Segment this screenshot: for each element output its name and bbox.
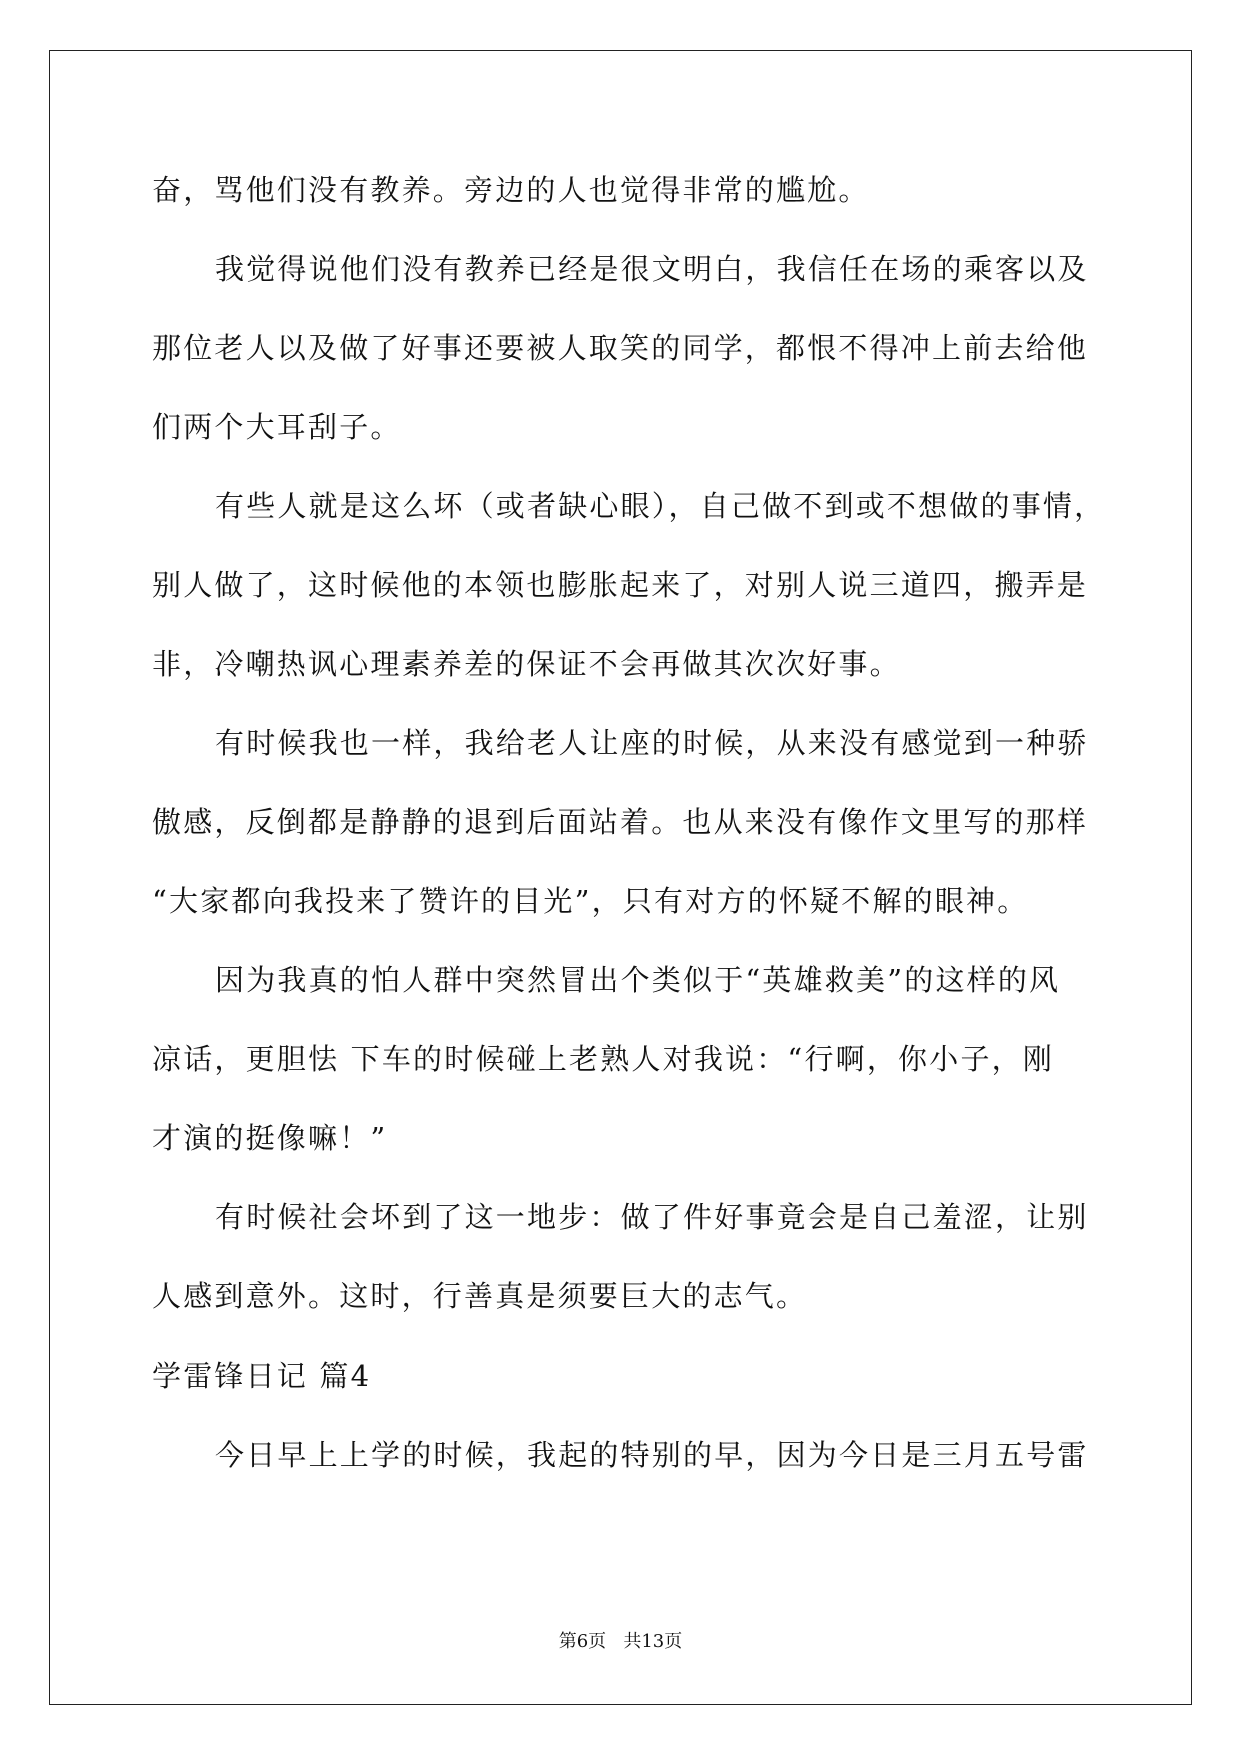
body-line: 才演的挺像嘛！” [152, 1121, 388, 1155]
body-line: 别人做了，这时候他的本领也膨胀起来了，对别人说三道四，搬弄是 [152, 568, 1089, 602]
body-line: 们两个大耳刮子。 [152, 410, 402, 444]
body-line: 傲感，反倒都是静静的退到后面站着。也从来没有像作文里写的那样 [152, 805, 1089, 839]
body-line: 凉话，更胆怯 下车的时候碰上老熟人对我说：“行啊，你小子，刚 [152, 1042, 1055, 1076]
body-line: 那位老人以及做了好事还要被人取笑的同学，都恨不得冲上前去给他 [152, 331, 1089, 365]
paragraph-start-line: 因为我真的怕人群中突然冒出个类似于“英雄救美”的这样的风 [215, 963, 1061, 997]
page-number-footer: 第6页 共13页 [558, 1631, 683, 1652]
paragraph-start-line: 我觉得说他们没有教养已经是很文明白，我信任在场的乘客以及 [215, 252, 1089, 286]
paragraph-start-line: 今日早上上学的时候，我起的特别的早，因为今日是三月五号雷 [215, 1438, 1089, 1472]
body-line: 非，冷嘲热讽心理素养差的保证不会再做其次次好事。 [152, 647, 901, 681]
paragraph-start-line: 有些人就是这么坏（或者缺心眼），自己做不到或不想做的事情， [215, 489, 1106, 523]
paragraph-start-line: 有时候我也一样，我给老人让座的时候，从来没有感觉到一种骄 [215, 726, 1089, 760]
paragraph-start-line: 有时候社会坏到了这一地步：做了件好事竟会是自己羞涩，让别 [215, 1200, 1089, 1234]
body-line: 人感到意外。这时，行善真是须要巨大的志气。 [152, 1279, 808, 1313]
section-heading: 学雷锋日记 篇4 [152, 1359, 372, 1393]
body-line: 奋，骂他们没有教养。旁边的人也觉得非常的尴尬。 [152, 173, 870, 207]
body-line: “大家都向我投来了赞许的目光”，只有对方的怀疑不解的眼神。 [152, 884, 1029, 918]
